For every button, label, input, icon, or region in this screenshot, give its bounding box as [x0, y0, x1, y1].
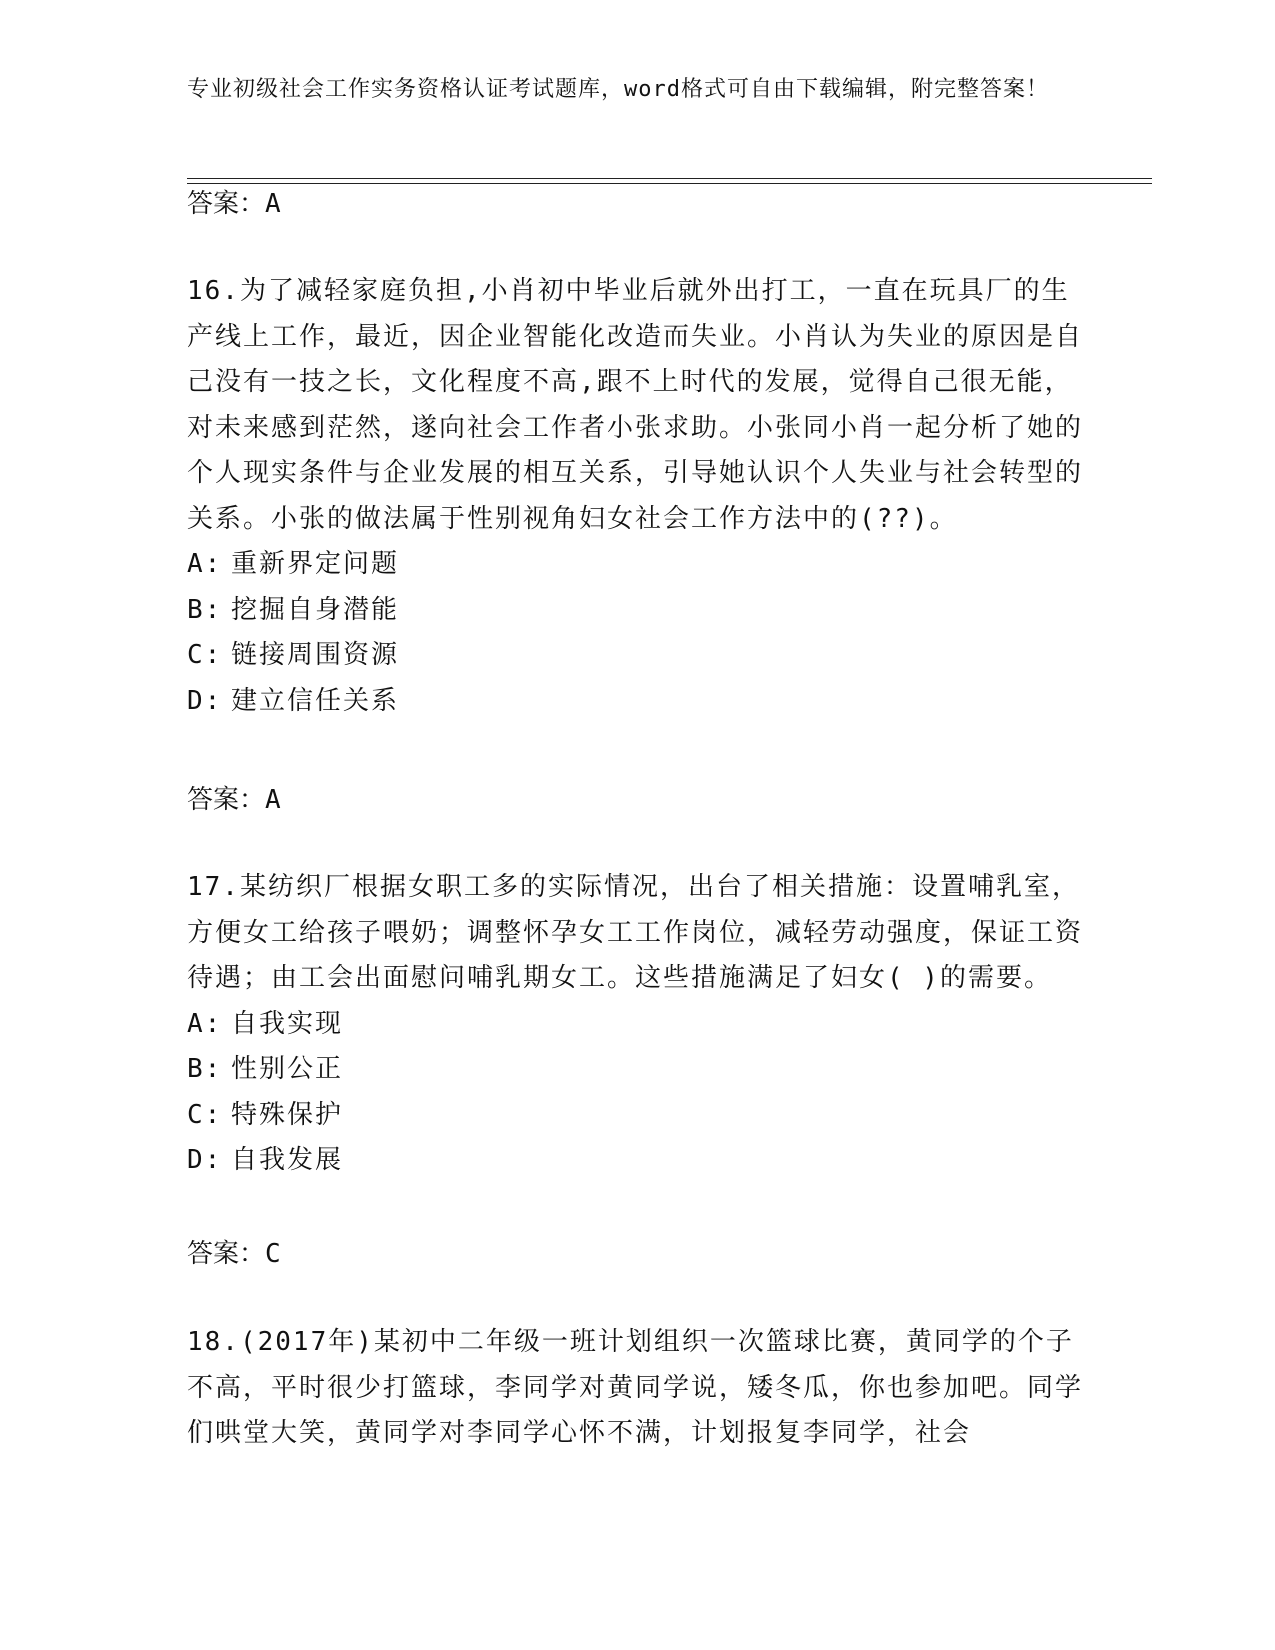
- option-b: [187, 588, 1087, 634]
- option-c: [187, 633, 1087, 679]
- header-rule-top: [187, 178, 1152, 179]
- answer-label: 答案：: [187, 785, 266, 815]
- option-text: 建立信任关系: [231, 685, 400, 716]
- option-text: 自我发展: [231, 1145, 344, 1175]
- option-text: 链接周围资源: [231, 640, 400, 670]
- option-text: 自我实现: [231, 1008, 344, 1039]
- answer-label: 答案：: [187, 189, 266, 219]
- option-text: 特殊保护: [231, 1099, 344, 1130]
- option-letter: A:: [187, 1008, 223, 1039]
- answer-16: [187, 784, 281, 816]
- option-letter: A:: [187, 549, 223, 579]
- question-stem: 16.为了减轻家庭负担,小肖初中毕业后就外出打工，一直在玩具厂的生产线上工作，最近，因企业智能化改造而失业。小肖认为失业的原因是自己没有一技之长，文化程度不高,跟不上时代的发展，觉得自己很无能，对未来感到茫然，遂向社会工作者小张求助。小张同小肖一起分析了她的个人现实条件与企业发展的相互关系，引导她认识个人失业与社会转型的关系。小张的做法属于性别视角妇女社会工作方法中的(??)。: [187, 276, 1084, 534]
- option-d: [187, 679, 1087, 725]
- option-b: [187, 1047, 1087, 1093]
- option-c: [187, 1093, 1087, 1139]
- option-letter: C:: [187, 1099, 223, 1130]
- prev-answer: [187, 188, 281, 220]
- answer-label: 答案：: [187, 1239, 266, 1269]
- question-18: [187, 1320, 1087, 1457]
- option-a: [187, 542, 1087, 588]
- option-letter: B:: [187, 1054, 223, 1084]
- answer-value: A: [265, 189, 281, 219]
- question-17: [187, 865, 1087, 1184]
- page-header: 专业初级社会工作实务资格认证考试题库，word格式可自由下载编辑，附完整答案！: [187, 77, 1049, 102]
- question-stem: 17.某纺织厂根据女职工多的实际情况，出台了相关措施：设置哺乳室，方便女工给孩子喂奶；调整怀孕女工工作岗位，减轻劳动强度，保证工资待遇；由工会出面慰问哺乳期女工。这些措施满足了妇女( )的需要。: [187, 872, 1084, 993]
- answer-value: A: [265, 785, 281, 815]
- option-text: 重新界定问题: [231, 549, 400, 579]
- option-a: [187, 1002, 1087, 1048]
- answer-value: C: [265, 1239, 281, 1269]
- option-text: 性别公正: [231, 1054, 344, 1084]
- option-d: [187, 1138, 1087, 1184]
- option-letter: B:: [187, 594, 223, 625]
- answer-17: [187, 1238, 281, 1270]
- option-letter: D:: [187, 1145, 223, 1175]
- question-stem: 18.(2017年)某初中二年级一班计划组织一次篮球比赛，黄同学的个子不高，平时很少打篮球，李同学对黄同学说，矮冬瓜，你也参加吧。同学们哄堂大笑，黄同学对李同学心怀不满，计划报复李同学，社会: [187, 1327, 1084, 1448]
- option-text: 挖掘自身潜能: [231, 594, 400, 625]
- header-rule-bottom: [187, 183, 1152, 184]
- option-letter: D:: [187, 685, 223, 716]
- option-letter: C:: [187, 640, 223, 670]
- question-16: [187, 269, 1087, 724]
